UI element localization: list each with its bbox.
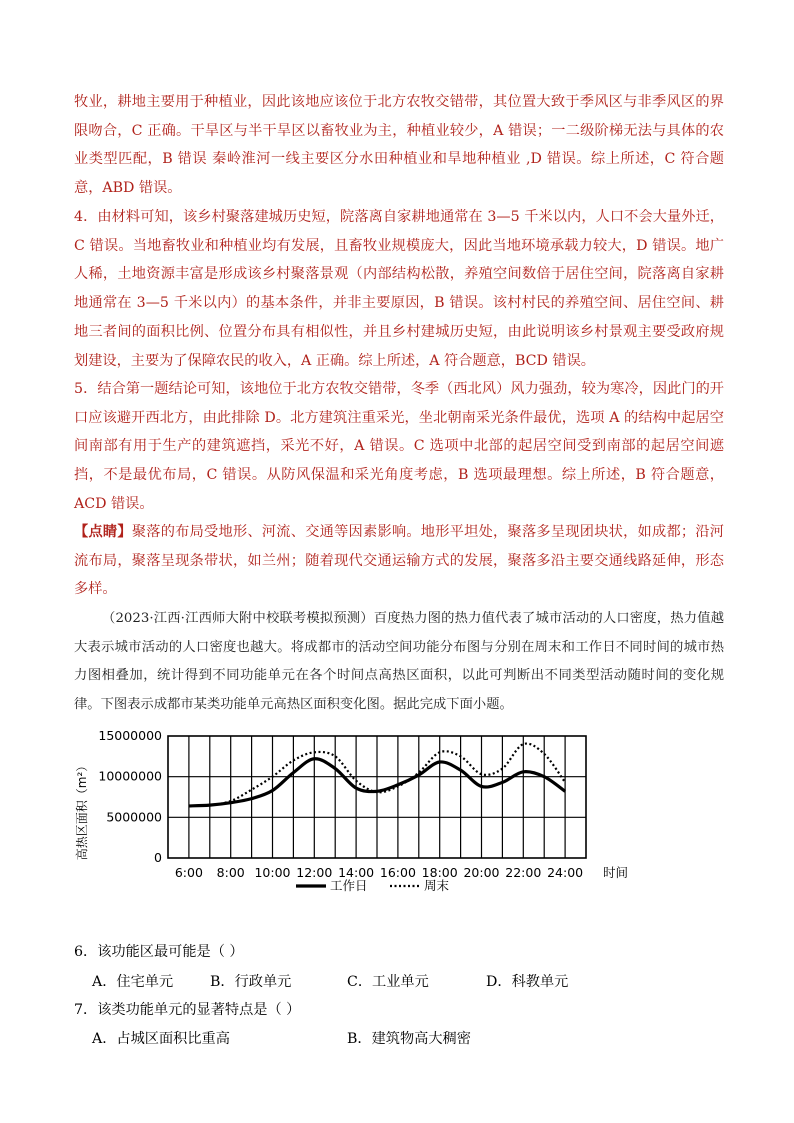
y-axis bbox=[98, 728, 162, 865]
question-6-option-d[interactable]: D．科教单元 bbox=[486, 974, 569, 990]
tip-label: 【点睛】 bbox=[74, 524, 132, 540]
question-7-stem: 该类功能单元的显著特点是（ ） bbox=[97, 1002, 301, 1018]
question-6-option-a[interactable]: A．住宅单元 bbox=[92, 974, 174, 990]
x-tick-label: 8:00 bbox=[216, 865, 245, 880]
chart-grid bbox=[168, 736, 586, 858]
y-tick-label: 15000000 bbox=[98, 728, 162, 743]
x-tick-label: 12:00 bbox=[296, 865, 333, 880]
question-6-option-c[interactable]: C．工业单元 bbox=[347, 974, 429, 990]
answer-paragraph-4: 4．由材料可知，该乡村聚落建城历史短，院落离自家耕地通常在 3—5 千米以内，人口不会大量外迁，C 错误。当地畜牧业和种植业均有发展，且畜牧业规模庞大，因此当地环境承载力较大，D 错误。地广人稀，土地资源丰富是形成该乡村聚落景观（内部结构松散，养殖空间数倍于居住空间，院落离自家耕地通常在 3—5 千米以内）的基本条件，并非主要原因，B 错误。该村村民的养殖空间、居住空间、耕地三者间的面积比例、位置分布具有相似性，并且乡村建城历史短，由此说明该乡村景观主要受政府规划建设，主要为了保障农民的收入，A 正确。综上所述，A 符合题意，BCD 错误。 bbox=[74, 209, 724, 369]
chart-legend bbox=[296, 878, 450, 893]
y-axis-label: 高热区面积（m²） bbox=[75, 759, 89, 861]
question-7-option-a[interactable]: A．占城区面积比重高 bbox=[92, 1031, 230, 1047]
x-tick-label: 18:00 bbox=[421, 865, 458, 880]
legend-label-weekend: 周末 bbox=[424, 878, 450, 893]
x-axis-label: 时间 bbox=[603, 865, 629, 880]
question-6-stem: 该功能区最可能是（ ） bbox=[97, 944, 244, 960]
material-text: （2023·江西·江西师大附中校联考模拟预测）百度热力图的热力值代表了城市活动的人口密度，热力值越大表示城市活动的人口密度也越大。将成都市的活动空间功能分布图与分别在周末和工作日不同时间的城市热力图相叠加，统计得到不同功能单元在各个时间点高热区面积，以此可判断出不同类型活动随时间的变化规律。下图表示成都市某类功能单元高热区面积变化图。据此完成下面小题。 bbox=[74, 611, 724, 713]
tip-body: 聚落的布局受地形、河流、交通等因素影响。地形平坦处，聚落多呈现团块状，如成都；沿河流布局，聚落呈现条带状，如兰州；随着现代交通运输方式的发展，聚落多沿主要交通线路延伸，形态多样。 bbox=[74, 524, 724, 598]
question-6-num: 6． bbox=[74, 944, 98, 960]
answer-paragraph-3-cont: 牧业，耕地主要用于种植业，因此该地应该位于北方农牧交错带，其位置大致于季风区与非季风区的界限吻合，C 正确。干旱区与半干旱区以畜牧业为主，种植业较少，A 错误；一二级阶梯无法与具体的农业类型匹配，B 错误 秦岭淮河一线主要区分水田种植业和旱地种植业 ,D 错误。综上所述，C 符合题意，ABD 错误。 bbox=[74, 94, 724, 197]
x-axis bbox=[175, 865, 583, 880]
legend-label-workday: 工作日 bbox=[330, 878, 368, 893]
x-tick-label: 16:00 bbox=[379, 865, 416, 880]
x-tick-label: 6:00 bbox=[174, 865, 203, 880]
y-tick-label: 10000000 bbox=[98, 768, 162, 784]
answer-paragraph-5: 5．结合第一题结论可知，该地位于北方农牧交错带，冬季（西北风）风力强劲，较为寒冷，因此门的开口应该避开西北方，由此排除 D。北方建筑注重采光，坐北朝南采光条件最优，选项 A 的结构中起居空间南部有用于生产的建筑遮挡，采光不好，A 错误。C 选项中北部的起居空间受到南部的起居空间遮挡，不是最优布局，C 错误。从防风保温和采光角度考虑，B 选项最理想。综上所述，B 符合题意，ACD 错误。 bbox=[74, 381, 724, 512]
x-tick-label: 24:00 bbox=[547, 865, 584, 880]
question-6-option-b[interactable]: B．行政单元 bbox=[210, 974, 292, 990]
question-7-num: 7． bbox=[74, 1002, 98, 1018]
x-tick-label: 10:00 bbox=[254, 865, 291, 880]
question-7 bbox=[74, 1000, 300, 1020]
heat-area-chart bbox=[74, 722, 634, 902]
tip-paragraph bbox=[74, 518, 724, 604]
y-tick-label: 5000000 bbox=[106, 809, 162, 825]
x-tick-label: 22:00 bbox=[505, 865, 542, 880]
x-tick-label: 14:00 bbox=[338, 865, 375, 880]
x-tick-label: 20:00 bbox=[463, 865, 500, 880]
y-tick-label: 0 bbox=[154, 850, 162, 865]
question-7-option-b[interactable]: B．建筑物高大稠密 bbox=[347, 1031, 471, 1047]
question-6 bbox=[74, 942, 244, 962]
